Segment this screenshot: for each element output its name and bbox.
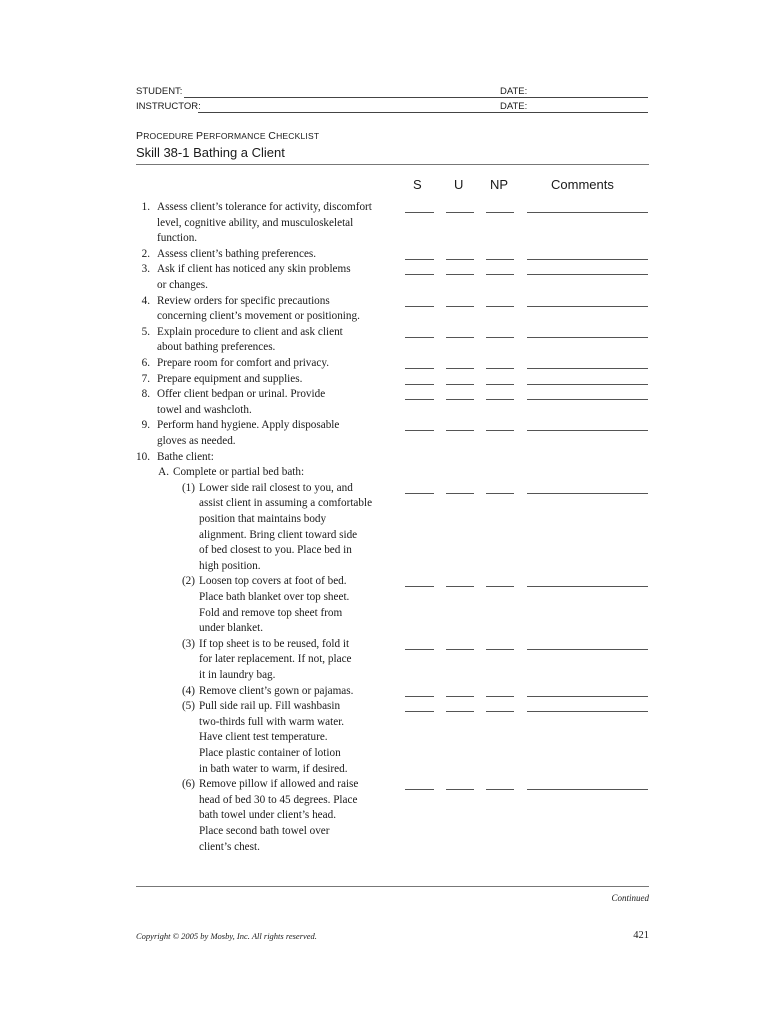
step-text-line: Explain procedure to client and ask client bbox=[157, 325, 343, 338]
u-blank[interactable] bbox=[446, 306, 474, 307]
date-field[interactable] bbox=[528, 97, 648, 98]
col-comments: Comments bbox=[551, 177, 614, 192]
step-text-line: Place second bath towel over bbox=[199, 825, 330, 837]
step-text-line: Bathe client: bbox=[157, 450, 214, 463]
step-number: (2) bbox=[181, 575, 195, 588]
s-blank[interactable] bbox=[405, 649, 434, 650]
u-blank[interactable] bbox=[446, 368, 474, 369]
step-text-line: bath towel under client’s head. bbox=[199, 809, 337, 822]
step-text-line: Ask if client has noticed any skin problems bbox=[157, 263, 351, 276]
step-text-line: Offer client bedpan or urinal. Provide bbox=[157, 388, 326, 401]
step-number: (4) bbox=[181, 684, 195, 697]
u-blank[interactable] bbox=[446, 430, 474, 431]
page-number: 421 bbox=[633, 930, 649, 941]
u-blank[interactable] bbox=[446, 789, 474, 790]
u-blank[interactable] bbox=[446, 586, 474, 587]
step-number: 6. bbox=[141, 357, 150, 369]
step-text-line: Place plastic container of lotion bbox=[199, 747, 341, 759]
step-number: 1. bbox=[141, 201, 150, 213]
step-text-line: two-thirds full with warm water. bbox=[199, 715, 345, 728]
s-blank[interactable] bbox=[405, 586, 434, 587]
comments-blank[interactable] bbox=[527, 493, 648, 494]
step-text-line: Pull side rail up. Fill washbasin bbox=[199, 700, 341, 713]
step-number: 3. bbox=[141, 263, 150, 276]
step-text-line: Place bath blanket over top sheet. bbox=[199, 591, 350, 603]
continued-label: Continued bbox=[611, 893, 649, 903]
s-blank[interactable] bbox=[405, 430, 434, 431]
step-number: (5) bbox=[181, 700, 195, 713]
comments-blank[interactable] bbox=[527, 649, 648, 650]
step-text-line: head of bed 30 to 45 degrees. Place bbox=[199, 793, 358, 806]
np-blank[interactable] bbox=[486, 493, 514, 494]
u-blank[interactable] bbox=[446, 212, 474, 213]
u-blank[interactable] bbox=[446, 696, 474, 697]
np-blank[interactable] bbox=[486, 384, 514, 385]
np-blank[interactable] bbox=[486, 789, 514, 790]
comments-blank[interactable] bbox=[527, 306, 648, 307]
np-blank[interactable] bbox=[486, 212, 514, 213]
step-text-line: Fold and remove top sheet from bbox=[199, 606, 343, 619]
comments-blank[interactable] bbox=[527, 337, 648, 338]
step-text-line: about bathing preferences. bbox=[157, 341, 276, 354]
student-label: STUDENT: bbox=[136, 86, 183, 97]
np-blank[interactable] bbox=[486, 696, 514, 697]
instructor-label: INSTRUCTOR: bbox=[136, 101, 201, 112]
np-blank[interactable] bbox=[486, 368, 514, 369]
s-blank[interactable] bbox=[405, 259, 434, 260]
checklist-heading: PROCEDURE PERFORMANCE CHECKLIST bbox=[136, 130, 320, 142]
col-u: U bbox=[454, 177, 464, 192]
date-label-2: DATE: bbox=[500, 101, 528, 112]
step-text-line: Complete or partial bed bath: bbox=[173, 466, 305, 479]
u-blank[interactable] bbox=[446, 649, 474, 650]
student-row bbox=[136, 86, 648, 100]
step-text-line: Assess client’s bathing preferences. bbox=[157, 247, 317, 260]
instructor-row bbox=[136, 101, 648, 115]
s-blank[interactable] bbox=[405, 368, 434, 369]
step-number: 2. bbox=[141, 247, 150, 260]
np-blank[interactable] bbox=[486, 337, 514, 338]
u-blank[interactable] bbox=[446, 399, 474, 400]
step-text-line: Remove pillow if allowed and raise bbox=[199, 778, 359, 791]
s-blank[interactable] bbox=[405, 306, 434, 307]
step-number: (1) bbox=[181, 481, 195, 494]
comments-blank[interactable] bbox=[527, 368, 648, 369]
comments-blank[interactable] bbox=[527, 789, 648, 790]
np-blank[interactable] bbox=[486, 649, 514, 650]
comments-blank[interactable] bbox=[527, 274, 648, 275]
comments-blank[interactable] bbox=[527, 399, 648, 400]
u-blank[interactable] bbox=[446, 259, 474, 260]
comments-blank[interactable] bbox=[527, 711, 648, 712]
step-text-line: function. bbox=[157, 232, 198, 245]
copyright: Copyright © 2005 by Mosby, Inc. All rights reserved. bbox=[136, 931, 317, 941]
s-blank[interactable] bbox=[405, 789, 434, 790]
step-text-line: under blanket. bbox=[199, 622, 263, 635]
u-blank[interactable] bbox=[446, 493, 474, 494]
step-text-line: Prepare room for comfort and privacy. bbox=[157, 357, 329, 369]
step-number: (6) bbox=[181, 778, 195, 791]
step-text-line: position that maintains body bbox=[199, 513, 327, 525]
step-text-line: alignment. Bring client toward side bbox=[199, 528, 358, 541]
np-blank[interactable] bbox=[486, 259, 514, 260]
step-text-line: gloves as needed. bbox=[157, 435, 236, 447]
s-blank[interactable] bbox=[405, 212, 434, 213]
step-text-line: Remove client’s gown or pajamas. bbox=[199, 684, 354, 697]
date-label: DATE: bbox=[500, 86, 528, 97]
step-text-line: Review orders for specific precautions bbox=[157, 294, 330, 307]
step-number: 8. bbox=[141, 388, 150, 401]
s-blank[interactable] bbox=[405, 274, 434, 275]
step-text-line: assist client in assuming a comfortable bbox=[199, 497, 373, 510]
s-blank[interactable] bbox=[405, 493, 434, 494]
step-number: (3) bbox=[181, 637, 195, 650]
step-text-line: Prepare equipment and supplies. bbox=[157, 372, 303, 385]
np-blank[interactable] bbox=[486, 586, 514, 587]
comments-blank[interactable] bbox=[527, 212, 648, 213]
u-blank[interactable] bbox=[446, 384, 474, 385]
step-text-line: concerning client’s movement or positioning. bbox=[157, 310, 360, 323]
step-text-line: If top sheet is to be reused, fold it bbox=[199, 637, 350, 650]
np-blank[interactable] bbox=[486, 306, 514, 307]
step-number: 10. bbox=[136, 450, 150, 463]
step-number: 9. bbox=[141, 419, 150, 432]
comments-blank[interactable] bbox=[527, 430, 648, 431]
step-text-line: or changes. bbox=[157, 279, 208, 291]
step-text-line: it in laundry bag. bbox=[199, 669, 276, 681]
np-blank[interactable] bbox=[486, 430, 514, 431]
comments-blank[interactable] bbox=[527, 696, 648, 697]
s-blank[interactable] bbox=[405, 711, 434, 712]
u-blank[interactable] bbox=[446, 274, 474, 275]
s-blank[interactable] bbox=[405, 384, 434, 385]
step-text-line: Perform hand hygiene. Apply disposable bbox=[157, 419, 340, 432]
step-text-line: Lower side rail closest to you, and bbox=[199, 481, 353, 494]
skill-title: Skill 38-1 Bathing a Client bbox=[136, 145, 285, 160]
step-text-line: of bed closest to you. Place bed in bbox=[199, 544, 352, 557]
step-number: 5. bbox=[141, 325, 150, 338]
s-blank[interactable] bbox=[405, 696, 434, 697]
step-number: A. bbox=[158, 466, 169, 479]
u-blank[interactable] bbox=[446, 711, 474, 712]
step-number: 7. bbox=[141, 372, 150, 385]
col-s: S bbox=[413, 177, 422, 192]
date-field-2[interactable] bbox=[528, 112, 648, 113]
comments-blank[interactable] bbox=[527, 384, 648, 385]
step-text-line: in bath water to warm, if desired. bbox=[199, 762, 348, 775]
col-np: NP bbox=[490, 177, 509, 192]
step-text-line: client’s chest. bbox=[199, 840, 260, 853]
step-text-line: Loosen top covers at foot of bed. bbox=[199, 575, 347, 588]
np-blank[interactable] bbox=[486, 399, 514, 400]
step-text-line: towel and washcloth. bbox=[157, 403, 252, 416]
title-rule bbox=[136, 164, 649, 165]
footer-rule bbox=[136, 886, 649, 887]
s-blank[interactable] bbox=[405, 399, 434, 400]
step-text-line: Assess client’s tolerance for activity, discomfort bbox=[157, 201, 372, 213]
step-text-line: for later replacement. If not, place bbox=[199, 653, 352, 666]
comments-blank[interactable] bbox=[527, 259, 648, 260]
step-number: 4. bbox=[141, 294, 150, 307]
s-blank[interactable] bbox=[405, 337, 434, 338]
np-blank[interactable] bbox=[486, 274, 514, 275]
step-text-line: high position. bbox=[199, 559, 261, 572]
np-blank[interactable] bbox=[486, 711, 514, 712]
step-text-line: Have client test temperature. bbox=[199, 731, 328, 744]
step-text-line: level, cognitive ability, and musculoskeletal bbox=[157, 216, 354, 229]
comments-blank[interactable] bbox=[527, 586, 648, 587]
u-blank[interactable] bbox=[446, 337, 474, 338]
